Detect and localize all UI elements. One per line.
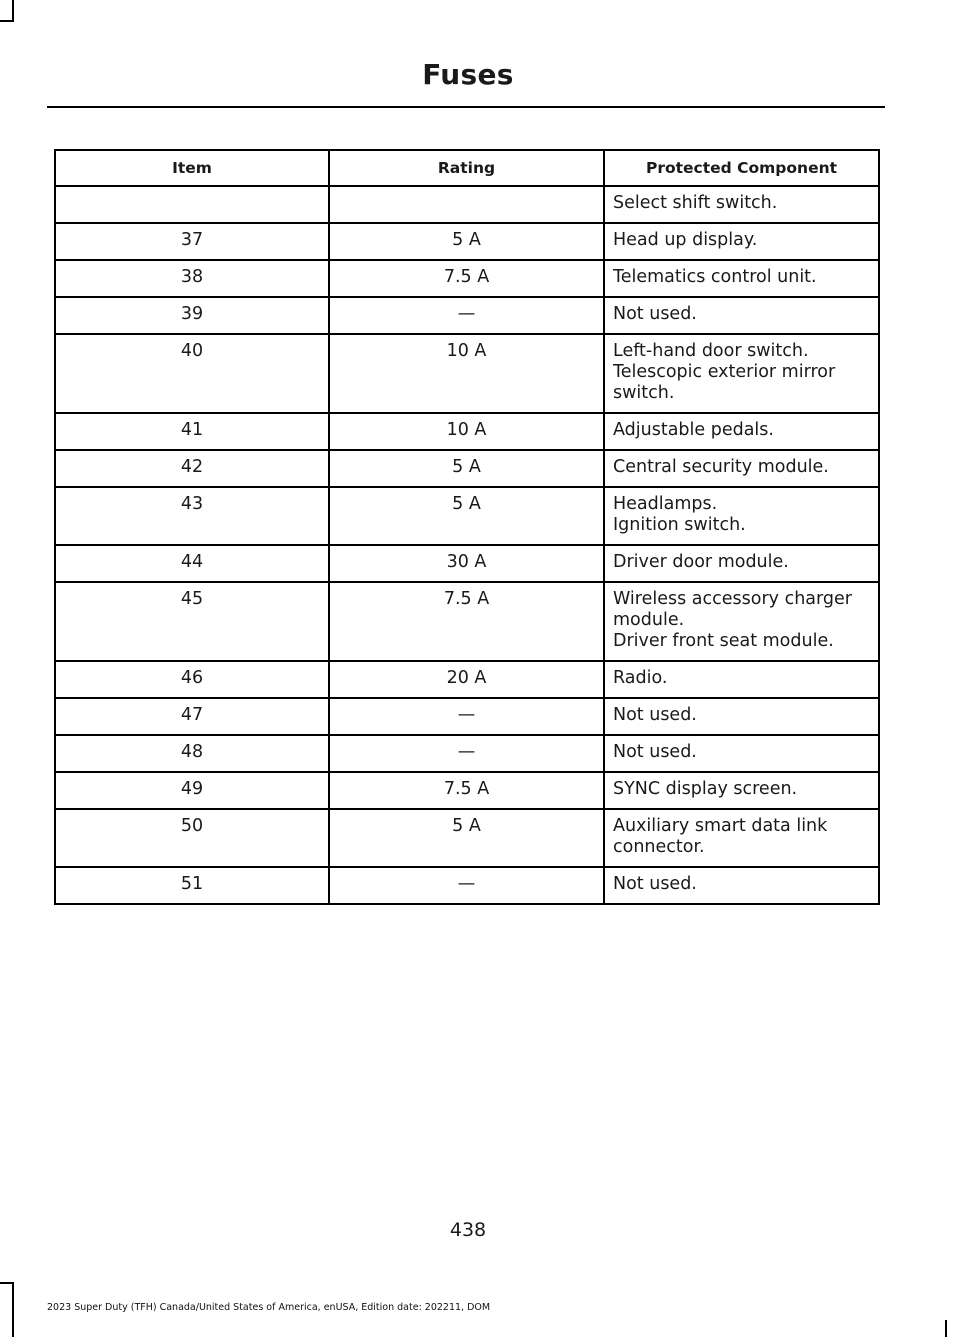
cell-protected-component [604,867,879,904]
cell-protected-component [604,809,879,867]
table-row [55,809,879,867]
cell-item [55,186,329,223]
cell-protected-component [604,582,879,661]
cell-rating: 10 A [329,413,604,450]
table-row [55,297,879,334]
table-row [55,772,879,809]
cell-rating: 5 A [329,223,604,260]
component-line: SYNC display screen. [613,779,798,799]
cell-item: 44 [55,545,329,582]
cell-rating [329,186,604,223]
cell-item: 46 [55,661,329,698]
crop-mark-bottom-left-horizontal [0,1282,14,1284]
component-line: Not used. [613,304,697,324]
cell-rating: — [329,867,604,904]
crop-mark-bottom-right-vertical [945,1320,947,1337]
table-row [55,582,879,661]
header-protected-component: Protected Component [604,150,879,186]
table-row [55,487,879,545]
cell-item: 42 [55,450,329,487]
component-line: Headlamps. [613,494,718,514]
cell-rating: 20 A [329,661,604,698]
cell-protected-component [604,334,879,413]
table-row [55,186,879,223]
cell-item: 38 [55,260,329,297]
table-row [55,661,879,698]
table-row [55,334,879,413]
cell-rating: — [329,698,604,735]
page-title: Fuses [422,58,514,91]
crop-mark-top-left-horizontal [0,20,14,22]
fuse-table [54,149,880,905]
table-row [55,545,879,582]
page-number: 438 [449,1219,487,1241]
cell-item: 45 [55,582,329,661]
cell-item: 49 [55,772,329,809]
cell-rating: — [329,297,604,334]
cell-item: 40 [55,334,329,413]
component-line: Telescopic exterior mirror switch. [613,362,836,403]
cell-rating: 5 A [329,450,604,487]
cell-item: 37 [55,223,329,260]
cell-rating: 30 A [329,545,604,582]
crop-mark-bottom-left-vertical [12,1282,14,1337]
cell-protected-component [604,698,879,735]
cell-protected-component [604,772,879,809]
cell-item: 39 [55,297,329,334]
component-line: Auxiliary smart data link connector. [613,816,828,857]
title-divider [47,106,885,108]
table-header-row [55,150,879,186]
cell-protected-component [604,223,879,260]
component-line: Adjustable pedals. [613,420,774,440]
cell-rating: 7.5 A [329,772,604,809]
cell-protected-component [604,260,879,297]
table-row [55,735,879,772]
cell-item: 47 [55,698,329,735]
component-line: Not used. [613,742,697,762]
component-line: Wireless accessory charger module. [613,589,852,630]
table-row [55,698,879,735]
cell-protected-component [604,545,879,582]
component-line: Ignition switch. [613,515,746,535]
component-line: Driver door module. [613,552,789,572]
component-line: Not used. [613,705,697,725]
cell-protected-component [604,297,879,334]
component-line: Head up display. [613,230,758,250]
table-body [55,186,879,904]
cell-item: 48 [55,735,329,772]
cell-protected-component [604,735,879,772]
table-row [55,413,879,450]
table-row [55,867,879,904]
cell-protected-component [604,487,879,545]
cell-rating: 5 A [329,809,604,867]
cell-item: 41 [55,413,329,450]
component-line: Telematics control unit. [613,267,817,287]
cell-rating: 7.5 A [329,260,604,297]
component-line: Left-hand door switch. [613,341,809,361]
cell-item: 43 [55,487,329,545]
cell-rating: 5 A [329,487,604,545]
cell-rating: — [329,735,604,772]
cell-protected-component [604,413,879,450]
table-row [55,260,879,297]
crop-mark-top-left-vertical [12,0,14,22]
component-line: Select shift switch. [613,193,778,213]
cell-protected-component [604,186,879,223]
cell-item: 50 [55,809,329,867]
header-item: Item [55,150,329,186]
cell-protected-component [604,450,879,487]
component-line: Not used. [613,874,697,894]
cell-rating: 10 A [329,334,604,413]
table-row [55,450,879,487]
cell-item: 51 [55,867,329,904]
cell-rating: 7.5 A [329,582,604,661]
cell-protected-component [604,661,879,698]
table-row [55,223,879,260]
component-line: Central security module. [613,457,829,477]
component-line: Radio. [613,668,668,688]
header-rating: Rating [329,150,604,186]
component-line: Driver front seat module. [613,631,834,651]
footer-edition-text: 2023 Super Duty (TFH) Canada/United States of America, enUSA, Edition date: 202211, DOM [47,1302,491,1313]
